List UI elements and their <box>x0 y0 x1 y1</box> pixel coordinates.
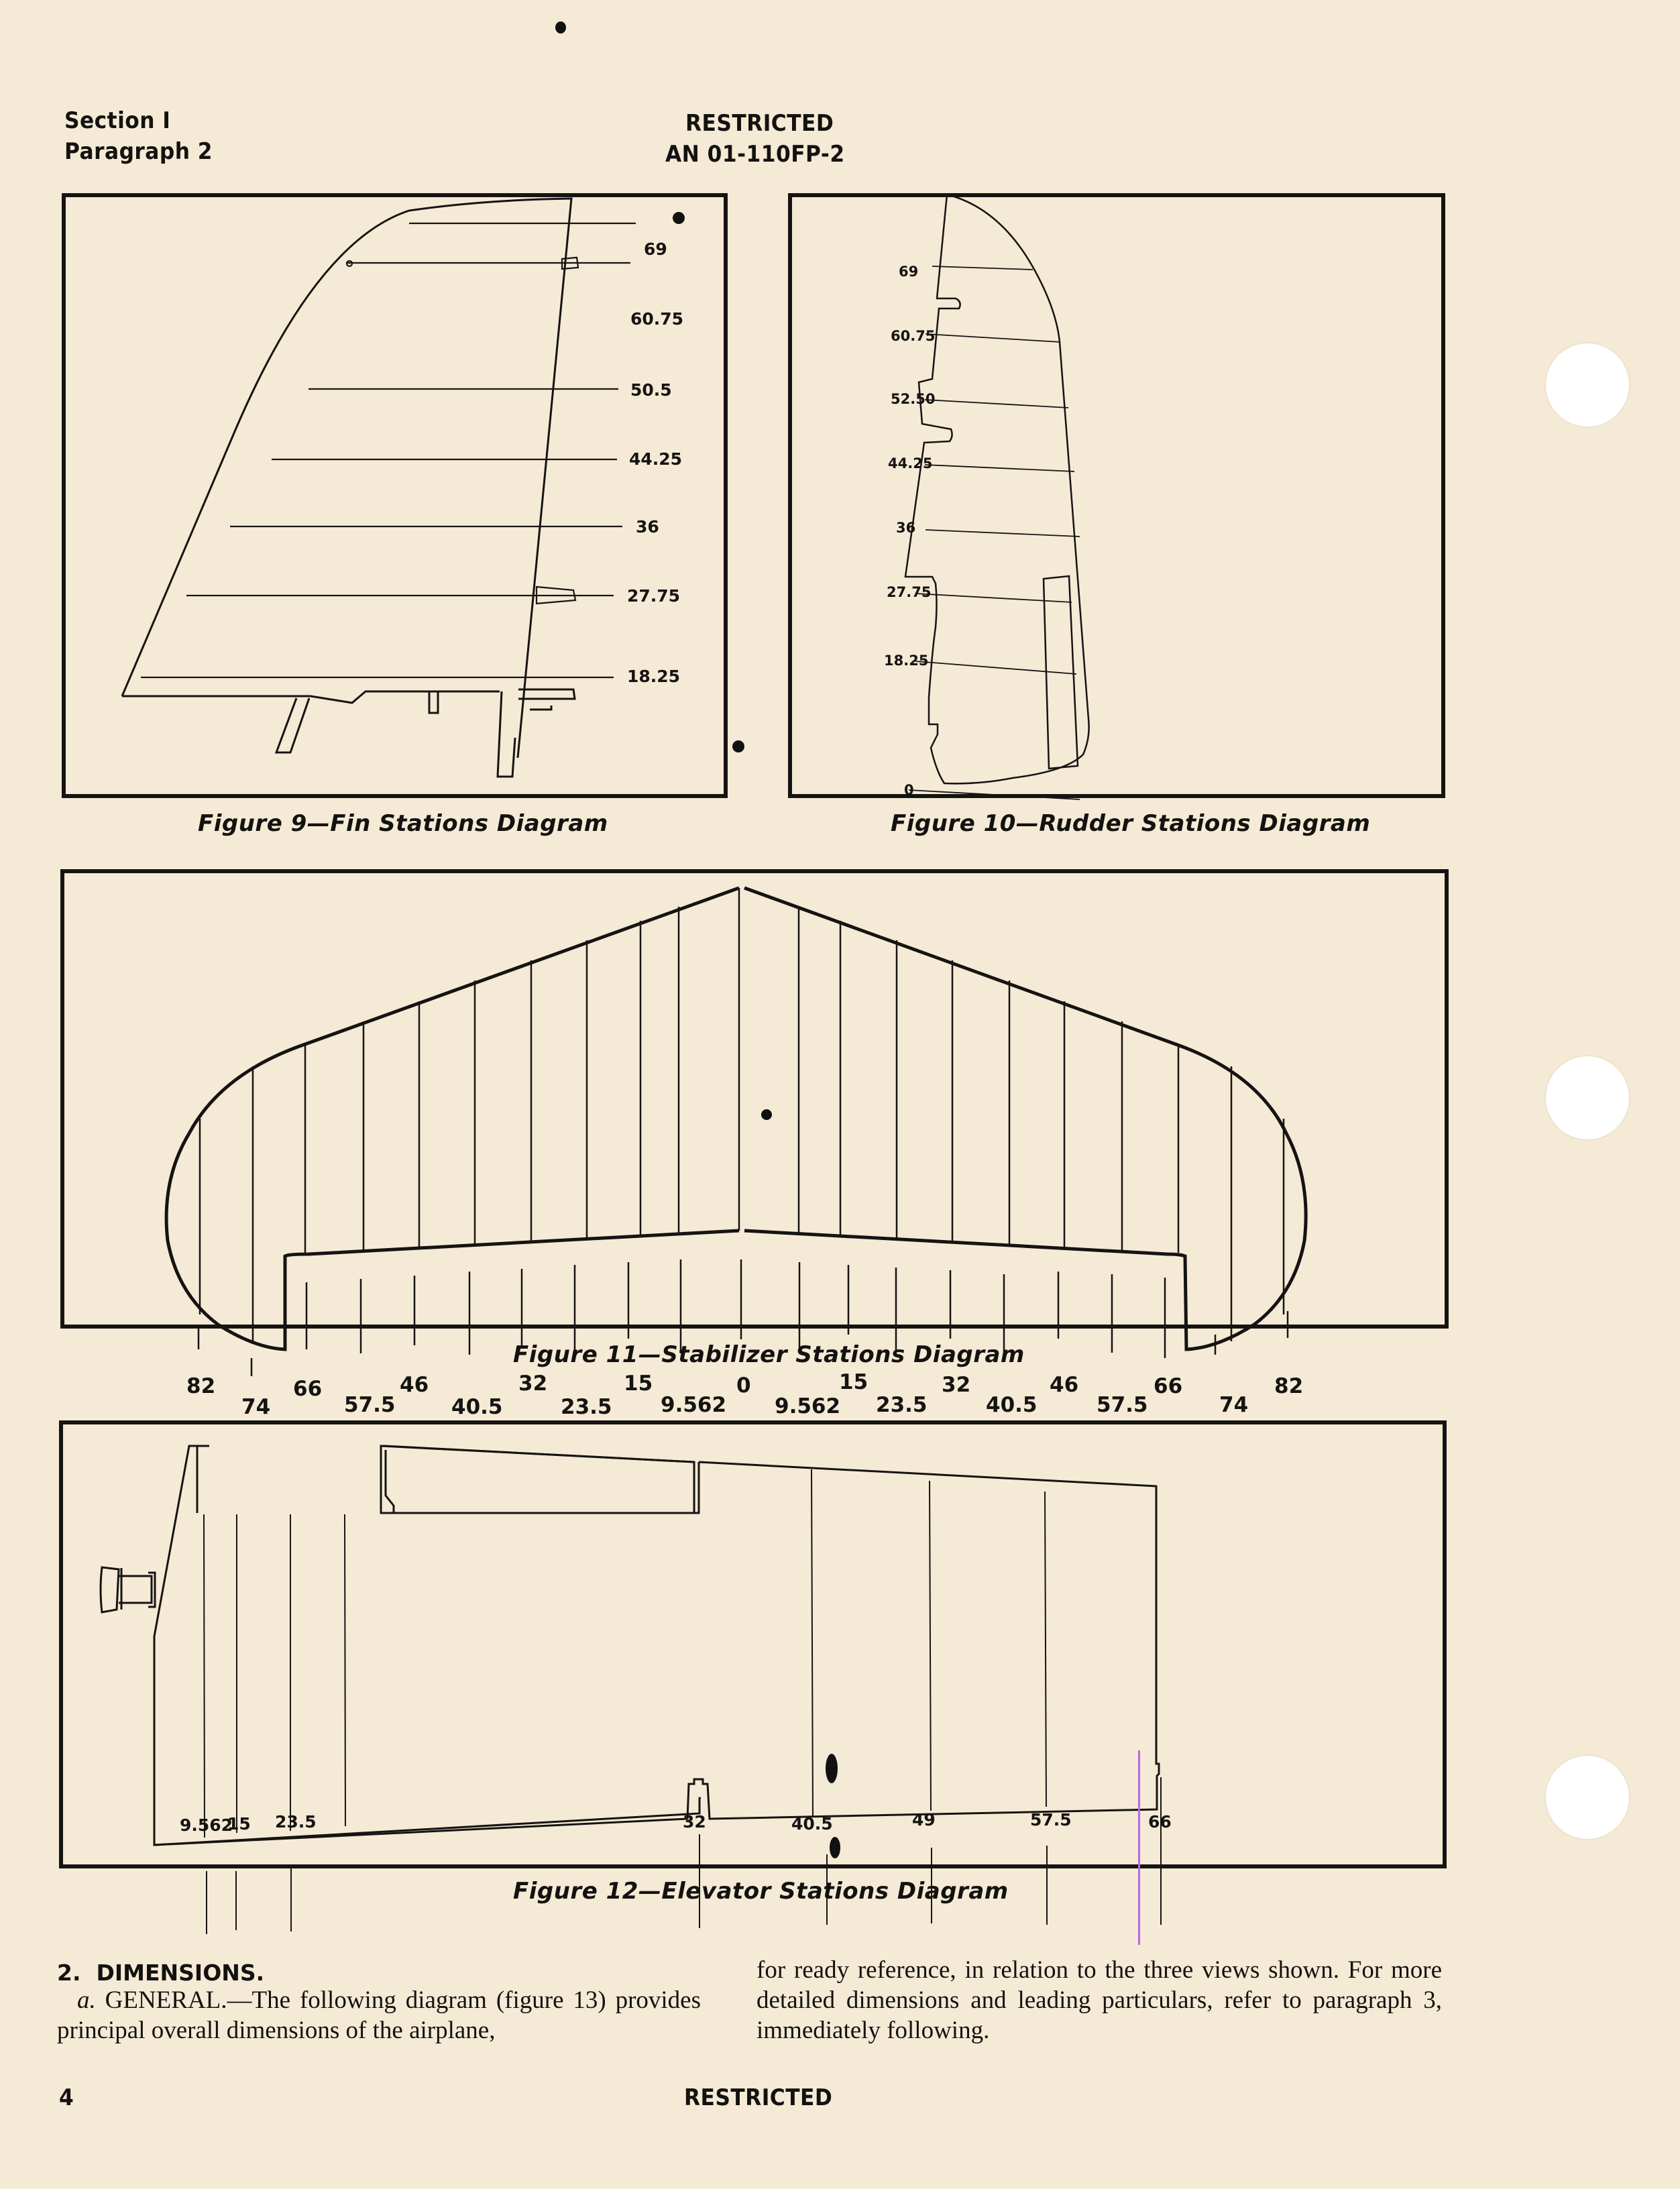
ink-blot <box>830 1837 840 1858</box>
stab-left-82: 82 <box>186 1374 216 1398</box>
elev-station-66: 66 <box>1148 1812 1172 1832</box>
fin-station-18-25: 18.25 <box>627 667 681 686</box>
elev-station-40-5: 40.5 <box>791 1814 833 1834</box>
rudder-station-0: 0 <box>904 782 914 798</box>
fin-station-36: 36 <box>636 517 659 537</box>
punch-hole-middle <box>1546 1056 1629 1139</box>
stab-center-0: 0 <box>736 1373 751 1398</box>
stab-left-32: 32 <box>518 1371 548 1396</box>
figure-9-caption: Figure 9—Fin Stations Diagram <box>198 810 608 837</box>
fin-station-60-75: 60.75 <box>630 309 684 329</box>
rudder-station-44-25: 44.25 <box>888 455 933 471</box>
figure-10-caption: Figure 10—Rudder Stations Diagram <box>891 810 1371 837</box>
fin-station-50-5: 50.5 <box>630 380 672 400</box>
header-classification: RESTRICTED <box>685 110 834 137</box>
stab-left-66: 66 <box>293 1377 323 1401</box>
fin-station-69: 69 <box>644 239 667 259</box>
rudder-station-36: 36 <box>896 520 916 536</box>
rudder-station-69: 69 <box>899 264 919 280</box>
fin-stations-diagram <box>0 0 738 805</box>
stab-left-15: 15 <box>624 1371 653 1396</box>
section-label: Section I <box>64 107 171 134</box>
stab-right-23-5: 23.5 <box>876 1393 928 1417</box>
stab-left-9-562: 9.562 <box>661 1393 727 1417</box>
stab-right-9-562: 9.562 <box>775 1394 841 1418</box>
elev-station-9-562: 9.562 <box>180 1815 233 1835</box>
ink-blot <box>826 1754 838 1783</box>
rudder-station-60-75: 60.75 <box>891 328 936 344</box>
stab-right-66: 66 <box>1154 1374 1183 1398</box>
stab-left-23-5: 23.5 <box>561 1395 612 1419</box>
elev-station-32: 32 <box>683 1812 706 1832</box>
para-a-lead: GENERAL. <box>105 1986 227 2014</box>
figure-11-caption: Figure 11—Stabilizer Stations Diagram <box>513 1341 1025 1368</box>
paragraph-label: Paragraph 2 <box>64 138 213 165</box>
stab-left-40-5: 40.5 <box>451 1395 503 1419</box>
figure-12-caption: Figure 12—Elevator Stations Diagram <box>513 1878 1009 1905</box>
ink-dot <box>761 1109 772 1120</box>
para-a-text-col2: for ready reference, in relation to the three views shown. For more detailed dimensions and leading particulars, refer to paragraph 3, immediately following. <box>757 1956 1442 2044</box>
rudder-station-52-50: 52.50 <box>891 391 936 407</box>
stab-left-74: 74 <box>241 1395 271 1419</box>
stab-right-46: 46 <box>1050 1373 1079 1397</box>
document-number: AN 01-110FP-2 <box>665 141 845 168</box>
stab-left-46: 46 <box>400 1373 429 1397</box>
rudder-stations-diagram <box>778 188 1449 805</box>
punch-hole-top <box>1546 343 1629 427</box>
section-2-column-left <box>57 1985 701 2045</box>
stab-right-57-5: 57.5 <box>1097 1393 1148 1417</box>
stab-right-82: 82 <box>1274 1374 1304 1398</box>
fin-station-27-75: 27.75 <box>627 586 681 606</box>
stab-right-32: 32 <box>942 1373 971 1397</box>
rudder-station-27-75: 27.75 <box>887 584 932 600</box>
scan-artifact-line <box>1138 1750 1140 1945</box>
para-a-label: a. <box>77 1986 96 2014</box>
elev-station-15: 15 <box>227 1814 251 1834</box>
elevator-stations-diagram <box>0 1408 1475 1878</box>
section-2-column-right <box>757 1955 1442 2045</box>
stab-right-74: 74 <box>1219 1393 1249 1417</box>
punch-hole-bottom <box>1546 1756 1629 1839</box>
elev-station-49: 49 <box>912 1810 936 1830</box>
fin-station-44-25: 44.25 <box>629 449 683 469</box>
stab-right-40-5: 40.5 <box>986 1393 1038 1417</box>
para-a-text-col1: —The following diagram (figure 13) provides principal overall dimensions of the airplane, <box>57 1986 702 2044</box>
elev-station-23-5: 23.5 <box>275 1812 317 1832</box>
elev-station-57-5: 57.5 <box>1030 1810 1072 1830</box>
rudder-station-18-25: 18.25 <box>884 653 929 669</box>
stab-right-15: 15 <box>839 1370 869 1394</box>
page-number: 4 <box>59 2084 74 2111</box>
section-2-heading: 2. DIMENSIONS. <box>57 1960 265 1986</box>
footer-classification: RESTRICTED <box>684 2084 833 2111</box>
stab-left-57-5: 57.5 <box>344 1393 396 1417</box>
